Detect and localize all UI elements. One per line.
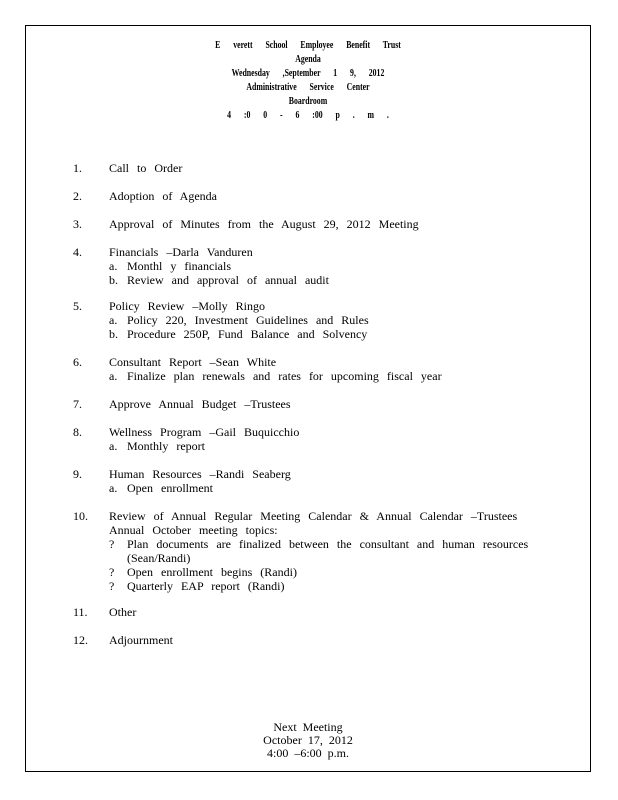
item-number: 1. — [73, 161, 82, 175]
meeting-time: 4 :0 0 - 6 :00 p . m . — [227, 110, 389, 121]
item-number: 5. — [73, 299, 82, 313]
item-number: 12. — [73, 633, 88, 647]
item-title: Policy Review –Molly Ringo — [109, 299, 265, 313]
item-title: Human Resources –Randi Seaberg — [109, 467, 291, 481]
item-number: 7. — [73, 397, 82, 411]
item-title: Other — [109, 605, 137, 619]
next-meeting-label: Next Meeting — [273, 720, 343, 734]
agenda-page — [25, 25, 591, 772]
next-meeting — [26, 721, 590, 760]
item-number: 10. — [73, 509, 88, 523]
item-title: Financials –Darla Vanduren — [109, 245, 253, 259]
sub-item: a. Policy 220, Investment Guidelines and Rules — [109, 313, 369, 327]
item-title: Wellness Program –Gail Buquicchio — [109, 425, 300, 439]
item-number: 9. — [73, 467, 82, 481]
meeting-date: Wednesday ,September 1 9, 2012 — [231, 68, 385, 79]
item-title: Call to Order — [109, 161, 183, 175]
sub-item: a. Monthl y financials — [109, 259, 231, 273]
item-title: Consultant Report –Sean White — [109, 355, 277, 369]
item-intro: Annual October meeting topics: — [109, 523, 278, 537]
item-title: Approve Annual Budget –Trustees — [109, 397, 291, 411]
meeting-room: Boardroom — [288, 96, 328, 107]
sub-item: b. Procedure 250P, Fund Balance and Solvency — [109, 327, 368, 341]
bullet-continuation: (Sean/Randi) — [127, 551, 191, 565]
sub-item: b. Review and approval of annual audit — [109, 273, 329, 287]
item-number: 2. — [73, 189, 82, 203]
next-meeting-date: October 17, 2012 — [263, 733, 353, 747]
sub-item: a. Open enrollment — [109, 481, 213, 495]
sub-item: a. Finalize plan renewals and rates for upcoming fiscal year — [109, 369, 442, 383]
item-title: Adoption of Agenda — [109, 189, 217, 203]
bullet-item: ? Plan documents are finalized between the consultant and human resources — [109, 537, 529, 551]
document-title: Agenda — [295, 54, 321, 65]
item-number: 3. — [73, 217, 82, 231]
item-title: Review of Annual Regular Meeting Calendar & Annual Calendar –Trustees — [109, 509, 518, 523]
meeting-location: Administrative Service Center — [246, 82, 370, 93]
organization-name: E verett School Employee Benefit Trust — [215, 40, 401, 51]
next-meeting-time: 4:00 –6:00 p.m. — [266, 746, 349, 760]
bullet-item: ? Quarterly EAP report (Randi) — [109, 579, 285, 593]
item-number: 8. — [73, 425, 82, 439]
item-number: 6. — [73, 355, 82, 369]
item-title: Approval of Minutes from the August 29, 2012 Meeting — [109, 217, 419, 231]
sub-item: a. Monthly report — [109, 439, 205, 453]
item-number: 11. — [73, 605, 88, 619]
document-header — [88, 39, 528, 123]
item-number: 4. — [73, 245, 82, 259]
item-title: Adjournment — [109, 633, 173, 647]
bullet-item: ? Open enrollment begins (Randi) — [109, 565, 297, 579]
